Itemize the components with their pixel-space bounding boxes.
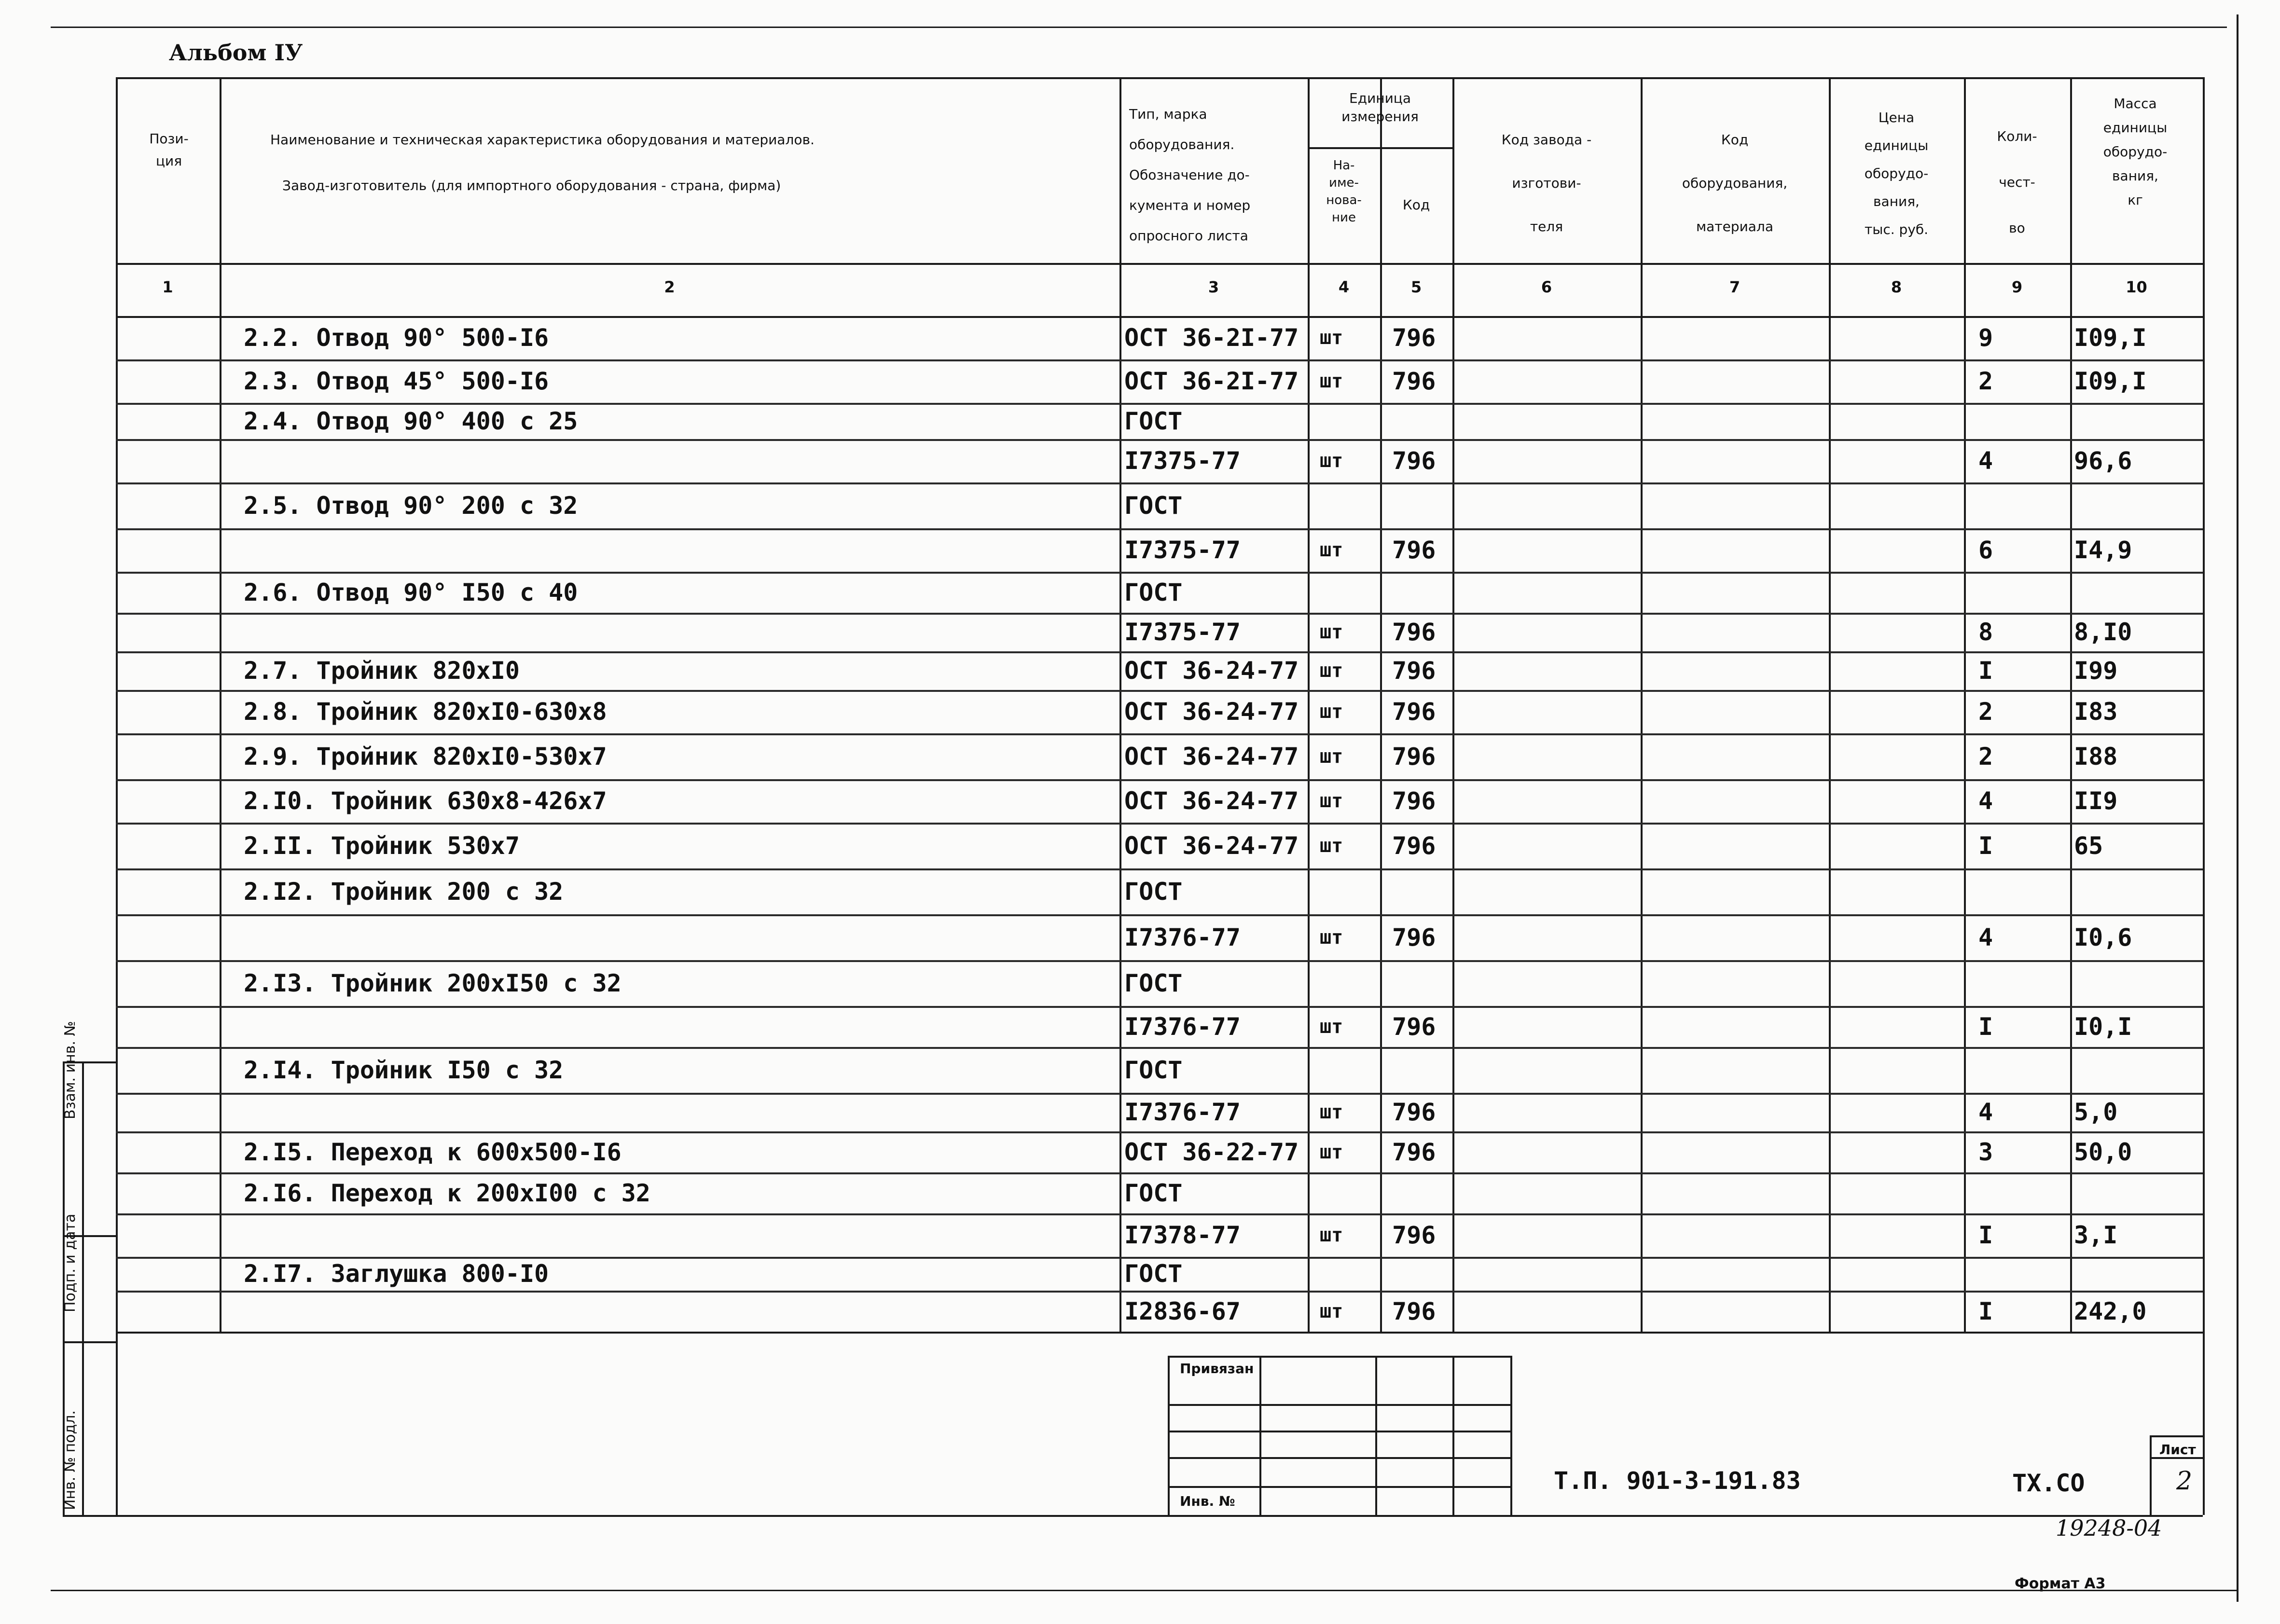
album-label: Альбом IУ	[169, 40, 303, 66]
row-name: 2.I7. Заглушка 800-I0	[244, 1260, 549, 1288]
row-quantity: 3	[1978, 1138, 1993, 1166]
table-rule	[1452, 77, 1454, 1332]
table-rule	[2070, 77, 2072, 1332]
row-document: I7375-77	[1124, 536, 1241, 564]
row-unit-code: 796	[1392, 787, 1436, 815]
table-rule	[116, 528, 2203, 530]
row-document: ОСТ 36-24-77	[1124, 787, 1299, 815]
row-unit-code: 796	[1392, 536, 1436, 564]
row-name: 2.5. Отвод 90° 200 с 32	[244, 491, 578, 520]
table-rule	[116, 1047, 2203, 1049]
row-document: ГОСТ	[1124, 491, 1183, 520]
column-number: 8	[1891, 278, 1902, 296]
row-mass: I0,I	[2074, 1012, 2132, 1041]
table-rule	[116, 263, 2203, 265]
row-quantity: 2	[1978, 742, 1993, 771]
column-number: 6	[1541, 278, 1552, 296]
row-name: 2.9. Тройник 820хI0-530х7	[244, 742, 607, 771]
table-rule	[1964, 77, 1966, 1332]
row-quantity: I	[1978, 1012, 1993, 1041]
sheet-label: Лист	[2159, 1442, 2196, 1458]
table-rule	[116, 572, 2203, 574]
table-rule	[1168, 1486, 1510, 1488]
row-mass: 3,I	[2074, 1221, 2118, 1249]
row-document: ОСТ 36-24-77	[1124, 698, 1299, 726]
stamp-privyazan: Привязан	[1180, 1361, 1254, 1376]
row-document: ОСТ 36-24-77	[1124, 831, 1299, 860]
table-rule	[116, 1093, 2203, 1095]
row-unit-code: 796	[1392, 447, 1436, 475]
column-number: 3	[1208, 278, 1219, 296]
row-document: ОСТ 36-24-77	[1124, 742, 1299, 771]
row-name: 2.3. Отвод 45° 500-I6	[244, 367, 549, 395]
side-label-inv: Инв. № подл.	[62, 1410, 79, 1510]
row-quantity: I	[1978, 831, 1993, 860]
header-factory-code: Код завода - изготови- теля	[1501, 132, 1592, 234]
table-rule	[116, 77, 118, 1332]
table-rule	[116, 77, 2203, 79]
header-mass: Масса единицы оборудо- вания, кг	[2103, 96, 2168, 208]
row-quantity: 4	[1978, 1098, 1993, 1126]
row-document: I7376-77	[1124, 923, 1241, 951]
header-quantity: Коли- чест- во	[1997, 128, 2037, 236]
table-rule	[2150, 1435, 2152, 1515]
table-rule	[1168, 1404, 1510, 1406]
table-rule	[116, 823, 2203, 825]
row-mass: I4,9	[2074, 536, 2132, 564]
table-rule	[116, 1332, 118, 1515]
row-document: I7375-77	[1124, 447, 1241, 475]
table-rule	[116, 1213, 2203, 1215]
table-rule	[116, 403, 2203, 405]
row-unit-code: 796	[1392, 1138, 1436, 1166]
row-mass: I99	[2074, 657, 2118, 685]
table-rule	[82, 1061, 84, 1515]
row-document: ОСТ 36-24-77	[1124, 657, 1299, 685]
row-unit-code: 796	[1392, 698, 1436, 726]
row-quantity: 4	[1978, 447, 1993, 475]
row-unit-code: 796	[1392, 923, 1436, 951]
row-mass: 65	[2074, 831, 2103, 860]
row-document: ОСТ 36-2I-77	[1124, 324, 1299, 352]
row-name: 2.I5. Переход к 600х500-I6	[244, 1138, 622, 1166]
row-quantity: I	[1978, 657, 1993, 685]
row-unit-code: 796	[1392, 1012, 1436, 1041]
table-rule	[1119, 77, 1121, 1332]
row-name: 2.II. Тройник 530х7	[244, 831, 520, 860]
sheet-number: 2	[2176, 1467, 2193, 1496]
header-equipment-code: Код оборудования, материала	[1682, 132, 1788, 234]
row-quantity: 2	[1978, 698, 1993, 726]
column-number: 7	[1729, 278, 1741, 296]
row-quantity: I	[1978, 1297, 1993, 1325]
row-name: 2.I6. Переход к 200хI00 с 32	[244, 1179, 650, 1207]
row-name: 2.7. Тройник 820хI0	[244, 657, 520, 685]
row-unit-code: 796	[1392, 1297, 1436, 1325]
table-rule	[116, 960, 2203, 962]
side-label-podp: Подп. и дата	[62, 1213, 79, 1312]
row-document: I7375-77	[1124, 618, 1241, 646]
row-mass: I09,I	[2074, 324, 2147, 352]
row-unit: шт	[1320, 1015, 1343, 1038]
table-rule	[1168, 1356, 1510, 1358]
row-mass: 5,0	[2074, 1098, 2118, 1126]
bottom-border	[51, 1590, 2237, 1591]
table-rule	[1259, 1356, 1261, 1515]
row-mass: 8,I0	[2074, 618, 2132, 646]
row-unit: шт	[1320, 745, 1343, 768]
row-document: ГОСТ	[1124, 969, 1183, 997]
row-name: 2.6. Отвод 90° I50 с 40	[244, 578, 578, 606]
row-unit: шт	[1320, 1224, 1343, 1246]
row-mass: 242,0	[2074, 1297, 2147, 1325]
row-document: I7376-77	[1124, 1012, 1241, 1041]
table-rule	[116, 359, 2203, 361]
table-rule	[116, 439, 2203, 441]
row-unit: шт	[1320, 621, 1343, 643]
table-rule	[1375, 1356, 1377, 1515]
header-price: Цена единицы оборудо- вания, тыс. руб.	[1864, 110, 1929, 237]
row-name: 2.I0. Тройник 630х8-426х7	[244, 787, 607, 815]
table-rule	[116, 316, 2203, 318]
row-mass: 50,0	[2074, 1138, 2132, 1166]
table-rule	[116, 1257, 2203, 1259]
row-quantity: 4	[1978, 923, 1993, 951]
table-rule	[116, 868, 2203, 870]
table-rule	[116, 1006, 2203, 1008]
table-rule	[1510, 1356, 1512, 1515]
table-rule	[1168, 1356, 1170, 1515]
row-unit: шт	[1320, 1141, 1343, 1163]
row-unit: шт	[1320, 327, 1343, 349]
row-document: I7378-77	[1124, 1221, 1241, 1249]
table-rule	[2203, 77, 2205, 1332]
header-position: Пози- ция	[149, 131, 189, 169]
row-unit-code: 796	[1392, 742, 1436, 771]
row-unit-code: 796	[1392, 324, 1436, 352]
row-document: I2836-67	[1124, 1297, 1241, 1325]
row-document: ГОСТ	[1124, 1056, 1183, 1084]
row-name: 2.4. Отвод 90° 400 с 25	[244, 407, 578, 435]
format-label: Формат А3	[2015, 1575, 2106, 1592]
header-unit-name: На- име- нова- ние	[1326, 158, 1362, 225]
row-document: ГОСТ	[1124, 578, 1183, 606]
row-quantity: 4	[1978, 787, 1993, 815]
row-name: 2.I3. Тройник 200хI50 с 32	[244, 969, 622, 997]
row-quantity: 2	[1978, 367, 1993, 395]
table-rule	[116, 690, 2203, 692]
row-unit: шт	[1320, 1101, 1343, 1123]
table-rule	[1829, 77, 1831, 1332]
row-document: ГОСТ	[1124, 1260, 1183, 1288]
row-unit: шт	[1320, 539, 1343, 561]
table-rule	[116, 914, 2203, 916]
row-quantity: 8	[1978, 618, 1993, 646]
top-border	[51, 27, 2227, 28]
row-document: I7376-77	[1124, 1098, 1241, 1126]
table-rule	[1452, 1356, 1454, 1515]
table-rule	[116, 1131, 2203, 1133]
row-unit: шт	[1320, 701, 1343, 723]
row-mass: I83	[2074, 698, 2118, 726]
header-type-doc: Тип, марка оборудования. Обозначение до- кумента и номер опросного листа	[1129, 106, 1251, 244]
table-rule	[116, 1291, 2203, 1293]
row-name: 2.I2. Тройник 200 с 32	[244, 877, 564, 906]
table-rule	[116, 482, 2203, 484]
row-unit: шт	[1320, 660, 1343, 682]
table-rule	[116, 1332, 2203, 1334]
table-rule	[1168, 1431, 1510, 1432]
row-document: ОСТ 36-22-77	[1124, 1138, 1299, 1166]
row-document: ОСТ 36-2I-77	[1124, 367, 1299, 395]
title-doc-code: Т.П. 901-3-191.83	[1554, 1467, 1801, 1495]
row-name: 2.I4. Тройник I50 с 32	[244, 1056, 564, 1084]
table-rule	[1641, 77, 1643, 1332]
row-unit: шт	[1320, 450, 1343, 472]
row-document: ГОСТ	[1124, 1179, 1183, 1207]
row-mass: I88	[2074, 742, 2118, 771]
row-unit-code: 796	[1392, 618, 1436, 646]
row-unit: шт	[1320, 834, 1343, 857]
row-unit: шт	[1320, 1300, 1343, 1322]
row-unit: шт	[1320, 790, 1343, 812]
stamp-inv-no: Инв. №	[1180, 1493, 1235, 1509]
table-rule	[1308, 77, 1310, 1332]
row-document: ГОСТ	[1124, 407, 1183, 435]
row-document: ГОСТ	[1124, 877, 1183, 906]
table-rule	[63, 1341, 116, 1343]
column-number: 10	[2126, 278, 2147, 296]
column-number: 1	[162, 278, 173, 296]
table-rule	[116, 733, 2203, 735]
title-mark: ТХ.СО	[2012, 1469, 2085, 1497]
row-mass: 96,6	[2074, 447, 2132, 475]
column-number: 4	[1338, 278, 1350, 296]
row-unit-code: 796	[1392, 1098, 1436, 1126]
row-unit: шт	[1320, 370, 1343, 392]
table-rule	[116, 1172, 2203, 1174]
header-unit-code: Код	[1402, 197, 1430, 213]
column-number: 2	[664, 278, 675, 296]
table-rule	[116, 779, 2203, 781]
row-unit: шт	[1320, 926, 1343, 949]
row-mass: I09,I	[2074, 367, 2147, 395]
row-quantity: 9	[1978, 324, 1993, 352]
table-rule	[2203, 1332, 2205, 1515]
row-quantity: I	[1978, 1221, 1993, 1249]
table-rule	[2150, 1435, 2203, 1437]
row-unit-code: 796	[1392, 657, 1436, 685]
column-number: 5	[1410, 278, 1422, 296]
row-unit-code: 796	[1392, 1221, 1436, 1249]
table-rule	[116, 651, 2203, 653]
header-name-line1: Наименование и техническая характеристика оборудования и материалов.	[270, 132, 815, 148]
table-rule	[220, 77, 221, 1332]
table-rule	[1168, 1457, 1510, 1459]
row-unit-code: 796	[1392, 367, 1436, 395]
header-unit-group: Единица измерения	[1341, 90, 1419, 124]
header-name-line2: Завод-изготовитель (для импортного оборудования - страна, фирма)	[282, 178, 781, 193]
side-label-vzam: Взам. инв. №	[62, 1021, 79, 1119]
row-unit-code: 796	[1392, 831, 1436, 860]
table-rule	[1380, 77, 1382, 1332]
handwritten-number: 19248-04	[2056, 1515, 2162, 1541]
table-rule	[116, 613, 2203, 615]
row-name: 2.8. Тройник 820хI0-630х8	[244, 698, 607, 726]
row-mass: I0,6	[2074, 923, 2132, 951]
row-name: 2.2. Отвод 90° 500-I6	[244, 324, 549, 352]
table-rule	[63, 1515, 2203, 1517]
row-mass: II9	[2074, 787, 2118, 815]
right-border	[2237, 14, 2239, 1602]
row-quantity: 6	[1978, 536, 1993, 564]
column-number: 9	[2011, 278, 2023, 296]
